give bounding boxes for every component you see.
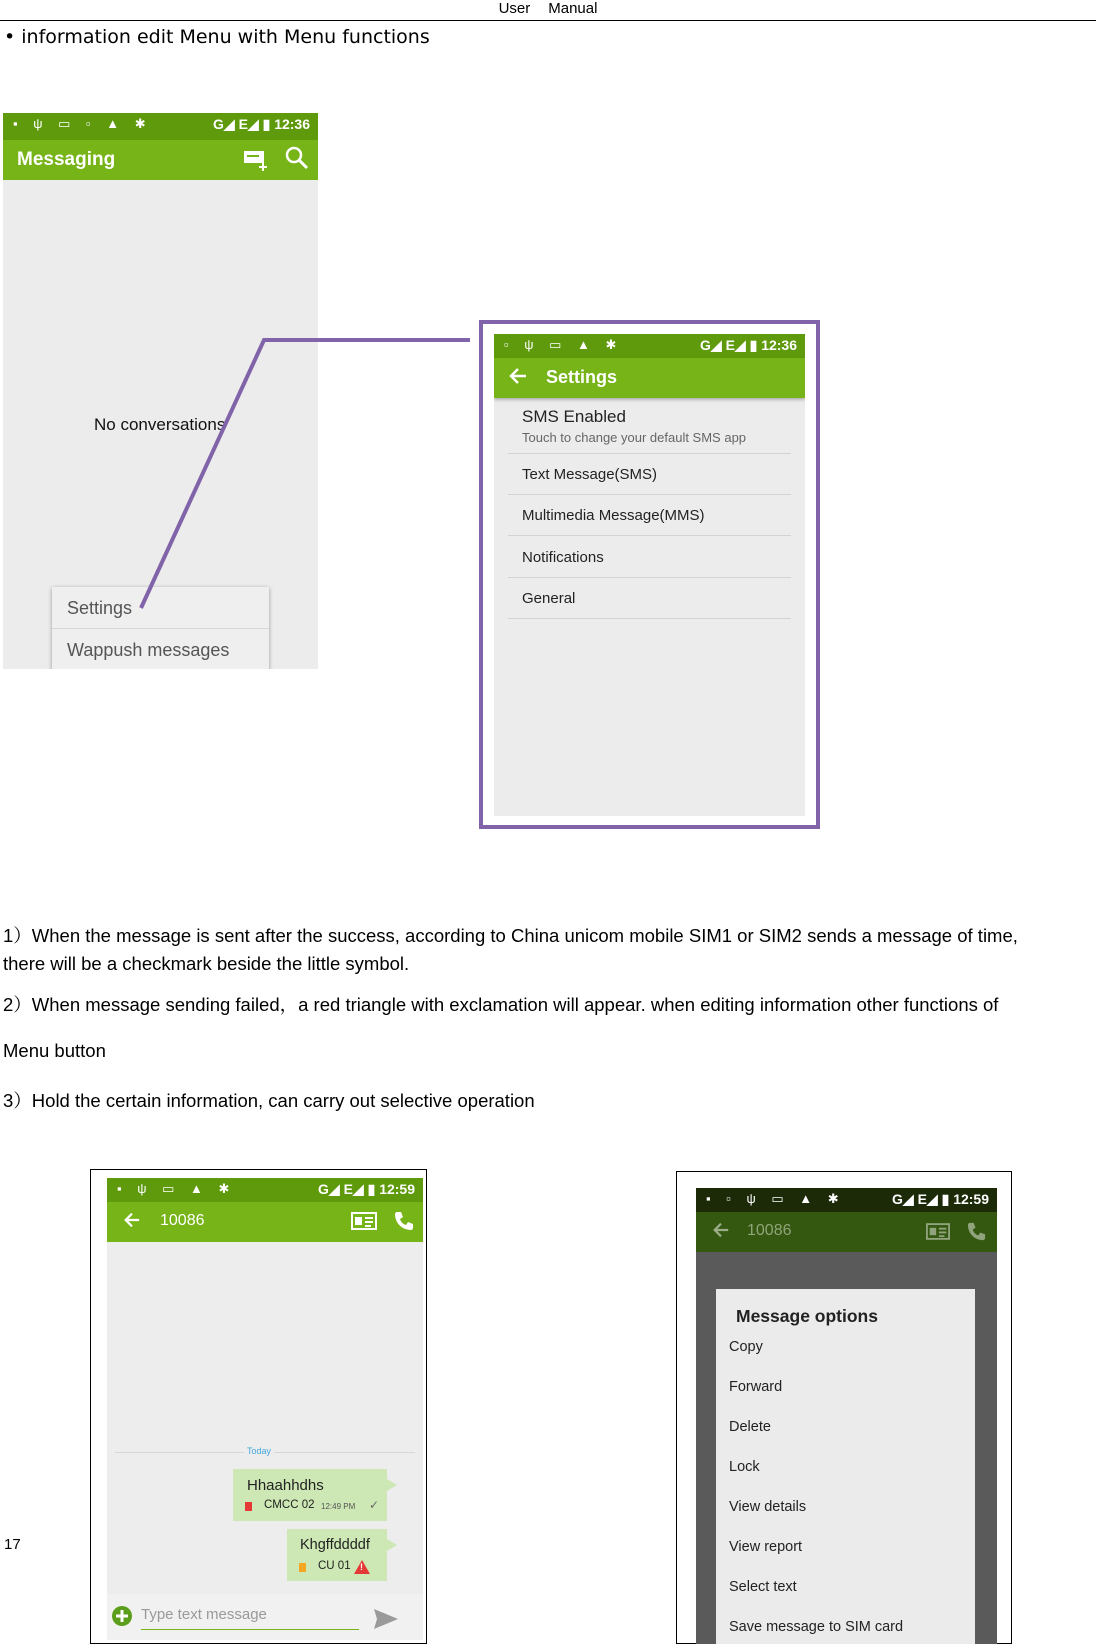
phone-icon: [966, 1221, 987, 1248]
header-left: User: [498, 0, 531, 17]
page-number: 17: [4, 1536, 21, 1553]
sms-enabled-title[interactable]: SMS Enabled: [522, 407, 626, 426]
paragraph-1-line-1: 1）When the message is sent after the success, according to China unicom mobile SIM1 or SIM2 sends a message of time,: [3, 925, 1018, 946]
dialog-title: Message options: [736, 1306, 878, 1326]
status-right: G◢ E◢ ▮ 12:36: [213, 116, 310, 132]
status-icons: ▪ ▫ ψ ▭ ▲ ✱: [706, 1191, 845, 1206]
failed-warning-mark: !: [360, 1562, 363, 1572]
message-sim-label: CMCC 02: [264, 1499, 315, 1511]
paragraph-3: 3）Hold the certain information, can carry out selective operation: [3, 1090, 535, 1111]
divider: [508, 453, 791, 454]
status-right: G◢ E◢ ▮ 12:59: [318, 1181, 415, 1197]
status-right: G◢ E◢ ▮ 12:59: [892, 1191, 989, 1207]
status-right: G◢ E◢ ▮ 12:36: [700, 337, 797, 353]
delivered-check-icon: ✓: [369, 1498, 380, 1512]
divider: [508, 618, 791, 619]
status-icons: ▪ ψ ▭ ▫ ▲ ✱: [13, 116, 152, 131]
options-dialog: [716, 1289, 975, 1644]
option-delete[interactable]: Delete: [729, 1419, 771, 1435]
empty-state-text: No conversations: [94, 415, 226, 434]
section-bullet: • information edit Menu with Menu functions: [4, 26, 430, 48]
message-text: Khgffddddf: [300, 1537, 370, 1553]
contact-card-icon[interactable]: [351, 1212, 377, 1236]
option-select-text[interactable]: Select text: [729, 1579, 797, 1595]
app-bar: [494, 358, 805, 398]
app-bar: [107, 1202, 423, 1242]
settings-item-mms[interactable]: Multimedia Message(MMS): [522, 507, 705, 524]
contact-number: 10086: [160, 1212, 205, 1229]
message-bubble[interactable]: [287, 1529, 387, 1581]
message-input[interactable]: Type text message: [141, 1606, 359, 1630]
option-save-to-sim[interactable]: Save message to SIM card: [729, 1619, 904, 1635]
menu-item-wappush[interactable]: Wappush messages: [67, 640, 230, 660]
status-icons: ▫ ψ ▭ ▲ ✱: [504, 337, 623, 352]
menu-item-settings[interactable]: Settings: [67, 598, 133, 618]
message-time: 12:49 PM: [321, 1502, 356, 1511]
status-bar: [696, 1188, 997, 1212]
option-copy[interactable]: Copy: [729, 1339, 763, 1355]
back-arrow-icon[interactable]: [123, 1211, 141, 1235]
date-divider-label: Today: [244, 1446, 274, 1456]
message-bubble[interactable]: [233, 1469, 387, 1521]
paragraph-1-line-2: there will be a checkmark beside the little symbol.: [3, 953, 410, 974]
sim-icon: [245, 1502, 252, 1511]
conversation-screenshot: [107, 1178, 423, 1640]
status-bar: [494, 334, 805, 358]
divider: [508, 494, 791, 495]
option-forward[interactable]: Forward: [729, 1379, 783, 1395]
settings-item-sms[interactable]: Text Message(SMS): [522, 466, 658, 483]
back-arrow-icon[interactable]: [508, 366, 528, 392]
header-right: Manual: [548, 0, 598, 17]
divider: [508, 535, 791, 536]
app-bar-dimmed: [696, 1212, 997, 1252]
option-lock[interactable]: Lock: [729, 1459, 760, 1475]
settings-screenshot: [494, 334, 805, 816]
settings-item-notifications[interactable]: Notifications: [522, 549, 604, 566]
divider: [508, 577, 791, 578]
phone-icon[interactable]: [393, 1210, 415, 1238]
back-arrow-icon: [712, 1221, 730, 1245]
send-icon[interactable]: [373, 1608, 399, 1634]
contact-number: 10086: [747, 1222, 792, 1239]
paragraph-2-line-2: Menu button: [3, 1040, 106, 1061]
message-sim-label: CU 01: [318, 1560, 351, 1572]
add-attachment-icon[interactable]: [111, 1605, 133, 1631]
message-text: Hhaahhdhs: [247, 1477, 324, 1494]
status-icons: ▪ ψ ▭ ▲ ✱: [117, 1181, 236, 1196]
sim-icon: [299, 1563, 306, 1572]
contact-card-icon: [926, 1223, 950, 1246]
app-title: Messaging: [17, 149, 116, 170]
message-options-screenshot: [696, 1188, 997, 1644]
app-title: Settings: [546, 367, 618, 387]
settings-item-general[interactable]: General: [522, 590, 576, 607]
sms-enabled-subtitle: Touch to change your default SMS app: [522, 430, 747, 445]
status-bar: [107, 1178, 423, 1202]
option-view-report[interactable]: View report: [729, 1539, 803, 1555]
option-view-details[interactable]: View details: [729, 1499, 807, 1515]
paragraph-2-line-1: 2）When message sending failed，a red triangle with exclamation will appear. when editing information other functions of: [3, 994, 999, 1015]
